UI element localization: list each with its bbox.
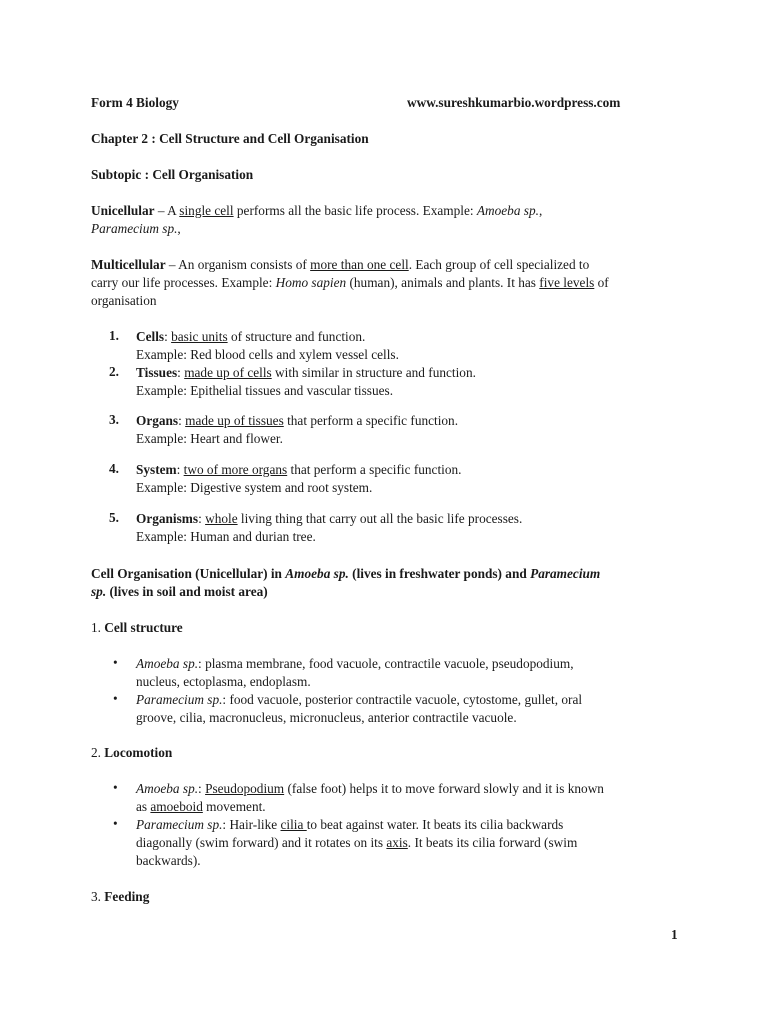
text: , <box>538 203 543 218</box>
multicellular-line-3: organisation <box>91 293 157 308</box>
text: with similar in structure and function. <box>271 365 476 380</box>
text: : <box>198 511 206 526</box>
bullet-text: groove, cilia, macronucleus, micronucleus, anterior contractile vacuole. <box>136 710 517 725</box>
section-title: Locomotion <box>104 745 173 760</box>
subtopic-title: Subtopic : Cell Organisation <box>91 167 254 182</box>
text: carry our life processes. Example: <box>91 275 276 290</box>
text: (false foot) helps it to move forward slowly and it is known <box>284 781 604 796</box>
underlined-text: cilia <box>280 817 307 832</box>
text: that perform a specific function. <box>287 462 462 477</box>
multicellular-line-1 <box>91 256 589 274</box>
section-number: 2. <box>91 745 105 760</box>
unicellular-line-1 <box>91 202 542 220</box>
bullet-text <box>136 798 266 816</box>
level-example: Example: Heart and flower. <box>136 431 283 446</box>
list-number: 2. <box>109 364 119 379</box>
section-heading-cell-structure <box>91 619 183 637</box>
section-number: 3. <box>91 889 105 904</box>
species-name: Homo sapien <box>275 275 347 290</box>
level-definition <box>136 461 461 479</box>
unicellular-line-2 <box>91 220 181 238</box>
text: : food vacuole, posterior contractile vacuole, cytostome, gullet, oral <box>222 692 583 707</box>
text: : <box>164 329 172 344</box>
underlined-text: more than one cell <box>310 257 409 272</box>
underlined-text: axis <box>386 835 408 850</box>
text: that perform a specific function. <box>283 413 459 428</box>
level-definition <box>136 328 365 346</box>
section-title: Feeding <box>104 889 150 904</box>
chapter-title: Chapter 2 : Cell Structure and Cell Organisation <box>91 131 369 146</box>
header-left: Form 4 Biology <box>91 95 179 110</box>
page-number: 1 <box>671 927 678 942</box>
text: , <box>177 221 181 236</box>
section-heading-locomotion <box>91 744 172 762</box>
bullet-icon: • <box>113 655 118 670</box>
list-number: 5. <box>109 510 119 525</box>
level-definition <box>136 364 476 382</box>
level-definition <box>136 510 522 528</box>
list-number: 3. <box>109 412 119 427</box>
text: : plasma membrane, food vacuole, contractile vacuole, pseudopodium, <box>198 656 574 671</box>
underlined-text: Pseudopodium <box>205 781 285 796</box>
underlined-text: amoeboid <box>150 799 203 814</box>
text: : Hair-like <box>222 817 281 832</box>
text: Cell Organisation (Unicellular) in <box>91 566 286 581</box>
text: living thing that carry out all the basic life processes. <box>237 511 523 526</box>
species-name: Amoeba sp. <box>285 566 349 581</box>
text: . It beats its cilia forward (swim <box>407 835 578 850</box>
multicellular-term: Multicellular <box>91 257 166 272</box>
text: performs all the basic life process. Example: <box>233 203 477 218</box>
level-term: System <box>136 462 177 477</box>
text: : <box>177 365 185 380</box>
bullet-text: nucleus, ectoplasma, endoplasm. <box>136 674 311 689</box>
text: of structure and function. <box>227 329 366 344</box>
section-title: Cell structure <box>104 620 183 635</box>
species-name: Amoeba sp. <box>476 203 539 218</box>
text: : <box>176 462 184 477</box>
underlined-text: made up of tissues <box>185 413 284 428</box>
species-name: Paramecium sp. <box>136 692 223 707</box>
text: to beat against water. It beats its cilia backwards <box>306 817 564 832</box>
level-term: Tissues <box>136 365 178 380</box>
species-name: Paramecium sp. <box>91 221 178 236</box>
species-name: Paramecium sp. <box>136 817 223 832</box>
level-definition <box>136 412 458 430</box>
level-example: Example: Human and durian tree. <box>136 529 316 544</box>
underlined-text: basic units <box>171 329 228 344</box>
level-example: Example: Digestive system and root system. <box>136 480 373 495</box>
text: : <box>198 781 206 796</box>
section-heading-feeding <box>91 888 149 906</box>
bullet-icon: • <box>113 691 118 706</box>
bullet-text <box>136 780 604 798</box>
level-term: Organs <box>136 413 179 428</box>
list-number: 1. <box>109 328 119 343</box>
level-example: Example: Epithelial tissues and vascular tissues. <box>136 383 394 398</box>
level-term: Organisms <box>136 511 199 526</box>
bullet-text <box>136 691 582 709</box>
text: – An organism consists of <box>165 257 311 272</box>
species-name: sp. <box>91 584 107 599</box>
text: (lives in soil and moist area) <box>106 584 268 599</box>
text: (human), animals and plants. It has <box>346 275 540 290</box>
underlined-text: whole <box>205 511 238 526</box>
bullet-text: backwards). <box>136 853 201 868</box>
multicellular-line-2 <box>91 274 609 292</box>
underlined-text: made up of cells <box>184 365 272 380</box>
underlined-text: two of more organs <box>183 462 288 477</box>
level-term: Cells <box>136 329 165 344</box>
species-name: Paramecium <box>530 566 601 581</box>
organisation-heading-line-1 <box>91 565 600 583</box>
bullet-text <box>136 834 577 852</box>
text: of <box>594 275 609 290</box>
bullet-icon: • <box>113 816 118 831</box>
bullet-text <box>136 816 563 834</box>
header-url[interactable]: www.sureshkumarbio.wordpress.com <box>407 95 621 110</box>
organisation-heading-line-2 <box>91 583 268 601</box>
species-name: Amoeba sp. <box>136 656 199 671</box>
unicellular-term: Unicellular <box>91 203 155 218</box>
bullet-text <box>136 655 574 673</box>
underlined-text: single cell <box>179 203 234 218</box>
text: movement. <box>202 799 266 814</box>
section-number: 1. <box>91 620 105 635</box>
text: (lives in freshwater ponds) and <box>348 566 531 581</box>
text: : <box>178 413 186 428</box>
underlined-text: five levels <box>539 275 595 290</box>
text: . Each group of cell specialized to <box>408 257 590 272</box>
list-number: 4. <box>109 461 119 476</box>
level-example: Example: Red blood cells and xylem vessel cells. <box>136 347 399 362</box>
species-name: Amoeba sp. <box>136 781 199 796</box>
text: as <box>136 799 151 814</box>
text: – A <box>154 203 180 218</box>
bullet-icon: • <box>113 780 118 795</box>
text: diagonally (swim forward) and it rotates on its <box>136 835 387 850</box>
